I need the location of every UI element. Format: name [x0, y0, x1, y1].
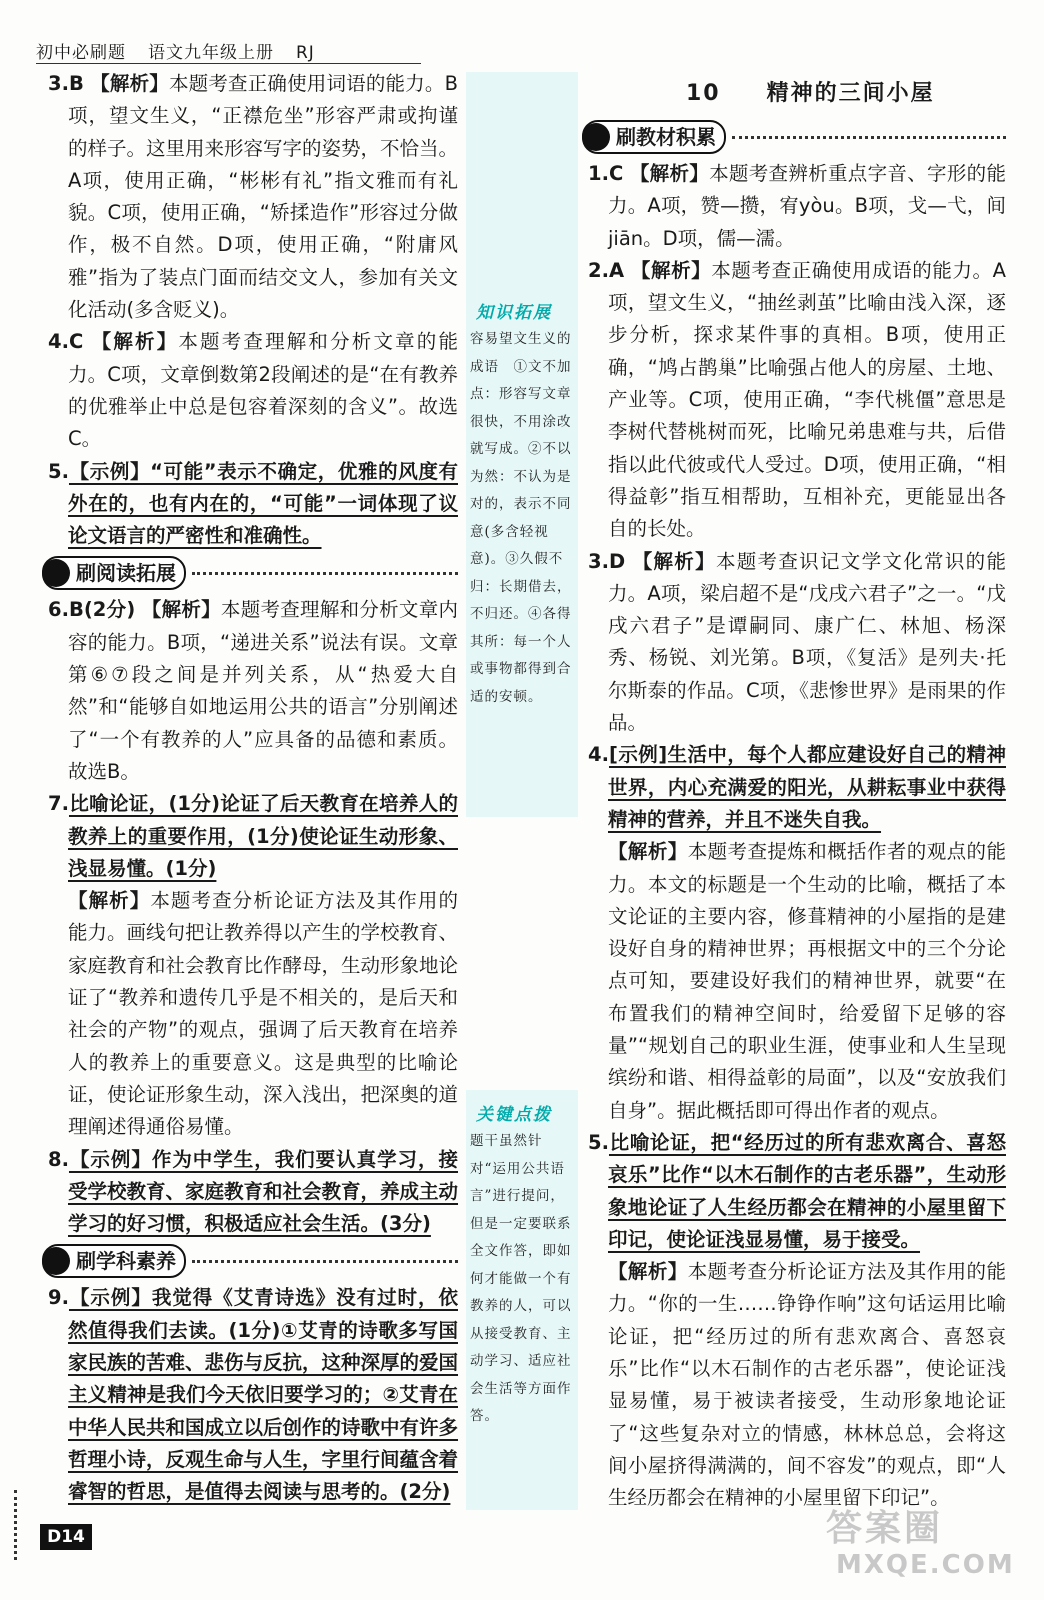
answer-5r: 5.比喻论证，把“经历过的所有悲欢离合、喜怒哀乐”比作“以木石制作的古老乐器”，生动形象地论证了人生经历都会在精神的小屋里留下印记，使论证浅显易懂，易于接受。 【解析】本题考查分析论证方法及其作用的能力。“你的一生……铮铮作响”这句话运用比喻论证，把“经历过的所有悲欢离合、喜怒哀乐”比作“以木石制作的古老乐器”，使论证浅显易懂，易于被读者接受，生动形象地论证了“这些复杂对立的情感，林林总总，会将这间小屋挤得满满的，间不容发”的观点，即“人生经历都会在精神的小屋里留下印记”。 — [588, 1130, 1006, 1510]
section-textbook — [582, 120, 1006, 154]
answer-3: 3.B 【解析】本题考查正确使用词语的能力。B项，望文生义，“正襟危坐”形容严肃或拘谨的样子。这里用来形容写字的姿势，不恰当。A项，使用正确，“彬彬有礼”指文雅而有礼貌。C项，使用正确，“矫揉造作”形容过分做作，极不自然。D项，使用正确，“附庸风雅”指为了装点门面而结交文人，参加有关文化活动(多含贬义)。 — [48, 72, 459, 322]
sidebar-knowledge-text: 容易望文生义的成语 ①文不加点：形容写文章很快，不用涂改就写成。②不以为然：不认为是对的，表示不同意(多含轻视意)。③久假不归：长期借去，不归还。④各得其所：每一个人或事物都得到合适的安顿。 — [470, 331, 572, 705]
chapter-number: 10 — [686, 81, 721, 106]
answer-9: 9.【示例】我觉得《艾青诗选》没有过时，依然值得我们去读。(1分)①艾青的诗歌多写国家民族的苦难、悲伤与反抗，这种深厚的爱国主义精神是我们今天依旧要学习的；②艾青在中华人民共和国成立以后创作的诗歌中有许多哲理小诗，反观生命与人生，字里行间蕴含着睿智的哲思，是值得去阅读与思考的。(2分) — [48, 1286, 459, 1504]
answer-2: 2.A 【解析】本题考查正确使用成语的能力。A项，望文生义，“抽丝剥茧”比喻由浅入深，逐步分析，探求某件事的真相。B项，使用正确，“鸠占鹊巢”比喻强占他人的房屋、土地、产业等。C项，使用正确，“李代桃僵”意思是李树代替桃树而死，比喻兄弟患难与共，后借指以此代彼或代人受过。D项，使用正确，“相得益彰”指互相帮助，互相补充，更能显出各自的长处。 — [588, 258, 1006, 541]
book-name: 初中必刷题 — [36, 43, 126, 63]
sidebar-knowledge-title: 知识拓展 — [476, 303, 552, 323]
header-rule — [36, 63, 421, 64]
answer-1: 1.C 【解析】本题考查辨析重点字音、字形的能力。A项，赞—攒，宥yòu。B项，戈—弋，间jiān。D项，儒—濡。 — [588, 162, 1006, 250]
brush-icon — [42, 1247, 70, 1275]
page-edge-dots — [14, 1490, 17, 1560]
right-column — [588, 120, 1006, 1514]
chapter-title — [686, 76, 935, 107]
chapter-name: 精神的三间小屋 — [766, 81, 935, 106]
section-textbook-label: 刷教材积累 — [616, 124, 716, 149]
answer-8: 8.【示例】作为中学生，我们要认真学习，接受学校教育、家庭教育和社会教育，养成主动学习的好习惯，积极适应社会生活。(3分) — [48, 1147, 459, 1236]
section-divider — [192, 572, 458, 575]
subject-name: 语文九年级上册 — [148, 43, 274, 63]
section-divider — [732, 136, 1006, 139]
answer-4r: 4.[示例]生活中，每个人都应建设好自己的精神世界，内心充满爱的阳光，从耕耘事业中获得精神的营养，并且不迷失自我。 【解析】本题考查提炼和概括作者的观点的能力。本文的标题是一个生动的比喻，概括了本文论证的主要内容，修葺精神的小屋指的是建设好自身的精神世界；再根据文中的三个分论点可知，要建设好我们的精神世界，就要“在布置我们的精神空间时，给爱留下足够的容量”“规划自己的职业生涯，使事业和人生呈现缤纷和谐、相得益彰的局面”，以及“安放我们自身”。据此概括即可得出作者的观点。 — [588, 743, 1006, 1122]
section-divider — [192, 1260, 458, 1263]
sidebar-key-text: 题干虽然针对“运用公共语言”进行提问，但是一定要联系全文作答，即如何才能做一个有教养的人，可以从接受教育、主动学习、适应社会生活等方面作答。 — [470, 1133, 572, 1424]
answer-4: 4.C 【解析】本题考查理解和分析文章的能力。C项，文章倒数第2段阐述的是“在有教养的优雅举止中总是包容着深刻的含义”。故选C。 — [48, 330, 458, 451]
answer-7: 7.比喻论证，(1分)论证了后天教育在培养人的教养上的重要作用，(1分)使论证生动形象、浅显易懂。(1分) 【解析】本题考查分析论证方法及其作用的能力。画线句把让教养得以产生的学校教育、家庭教育和社会教育比作酵母，生动形象地论证了“教养和遗传几乎是不相关的，是后天和社会的产物”的观点，强调了后天教育在培养人的教养上的重要意义。这是典型的比喻论证，使论证形象生动，深入浅出，把深奥的道理阐述得通俗易懂。 — [48, 792, 459, 1139]
page-header — [36, 38, 337, 63]
left-column — [48, 68, 458, 1508]
brush-icon — [582, 123, 610, 151]
answer-6: 6.B(2分) 【解析】本题考查理解和分析文章内容的能力。B项，“递进关系”说法有误。文章第⑥⑦段之间是并列关系，从“热爱大自然”和“能够自如地运用公共的语言”分别阐述了“一个有教养的人”应具备的品德和素质。故选B。 — [48, 598, 458, 783]
answer-5: 5.【示例】“可能”表示不确定，优雅的风度有外在的，也有内在的，“可能”一词体现了议论文语言的严密性和准确性。 — [48, 459, 458, 548]
section-literacy-label: 刷学科素养 — [76, 1249, 176, 1274]
section-reading — [42, 556, 458, 590]
page-number: D14 — [40, 1524, 92, 1550]
section-literacy — [42, 1244, 458, 1278]
edition: RJ — [296, 43, 315, 63]
sidebar-key-title: 关键点拨 — [476, 1105, 552, 1125]
answer-3r: 3.D 【解析】本题考查识记文学文化常识的能力。A项，梁启超不是“戊戌六君子”之一。“戊戌六君子”是谭嗣同、康广仁、林旭、杨深秀、杨锐、刘光第。B项，《复活》是列夫·托尔斯泰的作品。C项，《悲惨世界》是雨果的作品。 — [588, 549, 1006, 735]
watermark: 答案圈 — [826, 1508, 944, 1549]
watermark-url: MXQE.COM — [836, 1550, 1015, 1580]
section-reading-label: 刷阅读拓展 — [76, 561, 176, 586]
brush-icon — [42, 559, 70, 587]
